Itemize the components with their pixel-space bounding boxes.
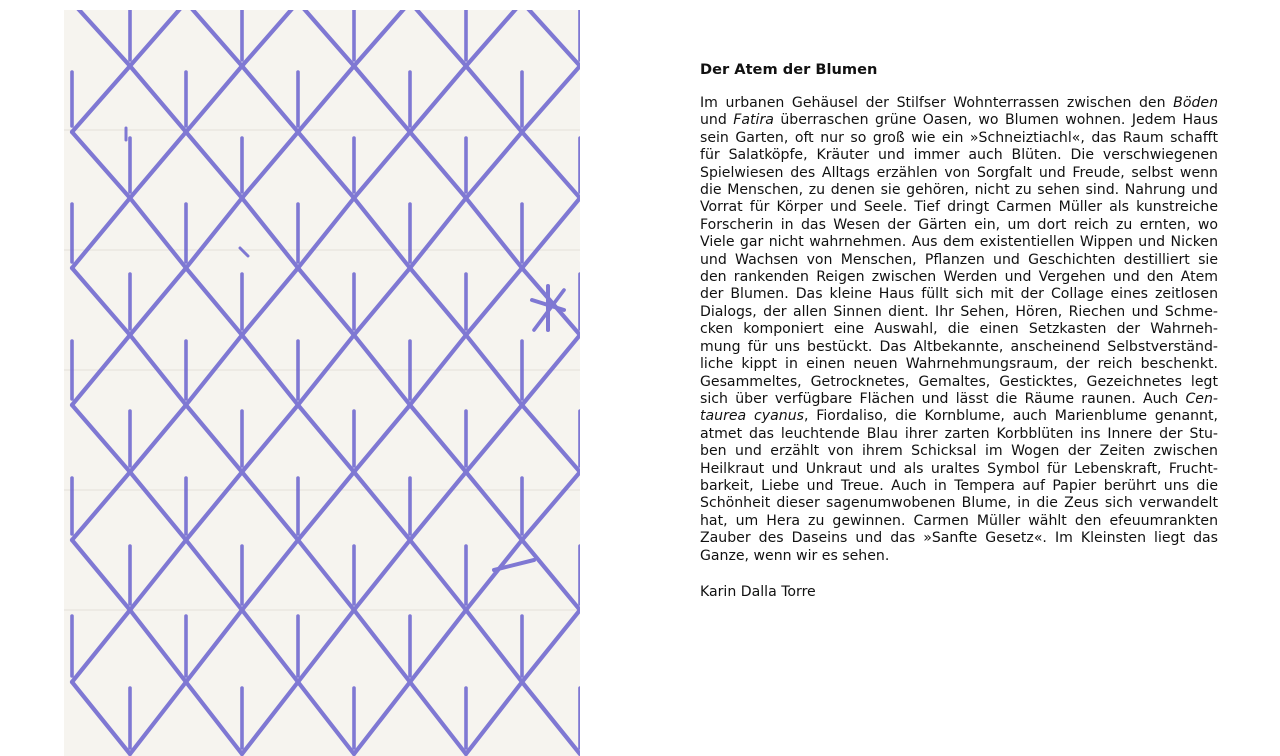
article xyxy=(700,61,1218,601)
text-run: Schönheit dieser sagenumwobenen Blume, in die Zeus sich verwandelt xyxy=(700,495,1218,512)
brush-stroke xyxy=(466,682,522,754)
body-line xyxy=(700,408,1218,425)
body-line xyxy=(700,147,1218,164)
body-line xyxy=(700,130,1218,147)
text-run: Im urbanen Gehäusel der Stilfser Wohnterrassen zwischen den xyxy=(700,95,1174,111)
article-body xyxy=(700,95,1218,565)
body-line xyxy=(700,374,1218,391)
body-line xyxy=(700,252,1218,269)
body-line xyxy=(700,304,1218,321)
brush-stroke xyxy=(130,10,186,66)
brush-stroke xyxy=(186,405,242,472)
brush-stroke xyxy=(410,268,466,335)
brush-stroke xyxy=(410,10,466,66)
brush-stroke xyxy=(522,10,580,66)
brush-stroke xyxy=(186,268,242,335)
brush-stroke xyxy=(72,268,130,335)
body-line xyxy=(700,356,1218,373)
brush-stroke xyxy=(354,682,410,754)
brush-stroke xyxy=(466,405,522,472)
text-run: und xyxy=(700,112,734,129)
body-line xyxy=(700,548,1218,565)
brush-stroke xyxy=(410,472,466,540)
brush-stroke xyxy=(466,268,522,335)
brush-stroke xyxy=(242,10,298,66)
brush-stroke xyxy=(186,472,242,540)
brush-stroke xyxy=(186,66,242,132)
text-run: Vorrat für Körper und Seele. Tief dringt Carmen Müller als kunstreiche xyxy=(700,199,1218,216)
artwork-painting xyxy=(64,10,580,756)
article-title: Der Atem der Blumen xyxy=(700,61,878,78)
body-line xyxy=(700,199,1218,216)
article-author: Karin Dalla Torre xyxy=(700,583,816,600)
brush-stroke xyxy=(354,610,410,682)
text-run: für Salatköpfe, Kräuter und immer auch Blüten. Die verschwiegenen xyxy=(700,147,1218,164)
brush-stroke xyxy=(410,198,466,268)
brush-stroke xyxy=(130,540,186,610)
brush-stroke xyxy=(298,405,354,472)
brush-stroke xyxy=(466,610,522,682)
brush-stroke xyxy=(186,132,242,198)
body-line xyxy=(700,391,1218,408)
brush-stroke xyxy=(522,405,580,472)
brush-stroke xyxy=(410,540,466,610)
brush-stroke xyxy=(186,198,242,268)
text-run: und Wachsen von Menschen, Pflanzen und Geschichten destilliert sie xyxy=(700,251,1218,268)
body-line xyxy=(700,165,1218,182)
brush-stroke xyxy=(522,132,580,198)
italic-term: Cen- xyxy=(1185,390,1218,407)
brush-stroke xyxy=(522,540,580,610)
brush-stroke xyxy=(354,66,410,132)
body-line xyxy=(700,269,1218,286)
brush-stroke xyxy=(130,405,186,472)
body-line xyxy=(700,182,1218,199)
text-run: Viele gar nicht wahrnehmen. Aus dem existentiellen Wippen und Nicken xyxy=(700,234,1218,251)
brush-stroke xyxy=(72,610,130,682)
brush-stroke xyxy=(130,198,186,268)
body-line xyxy=(700,95,1218,112)
brush-stroke xyxy=(72,682,130,754)
text-run: cken komponiert eine Auswahl, die einen Setzkasten der Wahrneh- xyxy=(700,321,1218,338)
text-run: , Fiordaliso, die Kornblume, auch Marienblume genannt, xyxy=(803,408,1218,425)
brush-stroke xyxy=(186,682,242,754)
brush-stroke xyxy=(354,268,410,335)
brush-stroke xyxy=(298,132,354,198)
brush-stroke xyxy=(354,198,410,268)
brush-stroke xyxy=(242,132,298,198)
brush-stroke xyxy=(522,682,580,754)
brush-stroke xyxy=(522,472,580,540)
brush-stroke xyxy=(354,472,410,540)
brush-stroke xyxy=(298,268,354,335)
brush-stroke xyxy=(298,610,354,682)
body-line xyxy=(700,495,1218,512)
brush-stroke xyxy=(522,198,580,268)
text-run: Dialogs, der allen Sinnen dient. Ihr Sehen, Hören, Riechen und Schme- xyxy=(700,303,1218,320)
text-run: Spielwiesen des Alltags erzählen von Sorgfalt und Freude, selbst wenn xyxy=(700,164,1218,181)
brush-stroke xyxy=(72,540,130,610)
body-line xyxy=(700,286,1218,303)
brush-stroke xyxy=(466,540,522,610)
brush-stroke xyxy=(130,610,186,682)
brush-stroke xyxy=(130,472,186,540)
text-run: Ganze, wenn wir es sehen. xyxy=(700,547,890,564)
brush-stroke xyxy=(242,472,298,540)
brush-stroke xyxy=(298,198,354,268)
brush-stroke xyxy=(242,268,298,335)
brush-stroke xyxy=(130,66,186,132)
text-run: sein Garten, oft nur so groß wie ein »Schneiztiachl«, das Raum schafft xyxy=(700,129,1218,146)
text-run: atmet das leuchtende Blau ihrer zarten Korbblüten ins Innere der Stu- xyxy=(700,425,1218,442)
brush-stroke xyxy=(466,132,522,198)
brush-stroke xyxy=(72,472,130,540)
brush-stroke xyxy=(186,10,242,66)
brush-stroke xyxy=(72,10,130,66)
brush-stroke xyxy=(72,198,130,268)
body-line xyxy=(700,478,1218,495)
brush-stroke xyxy=(242,682,298,754)
brush-stroke xyxy=(410,66,466,132)
paper-seams xyxy=(64,130,580,610)
text-run: hat, um Hera zu gewinnen. Carmen Müller wählt den efeuumrankten xyxy=(700,512,1218,529)
brush-stroke xyxy=(242,610,298,682)
text-run: den rankenden Reigen zwischen Werden und Vergehen und den Atem xyxy=(700,269,1218,286)
text-run: die Menschen, zu denen sie gehören, nicht zu sehen sind. Nahrung und xyxy=(700,182,1218,199)
brush-stroke xyxy=(242,405,298,472)
brush-stroke xyxy=(298,10,354,66)
text-run: Zauber des Daseins und das »Sanfte Gesetz«. Im Kleinsten liegt das xyxy=(700,530,1218,547)
italic-term: Fatira xyxy=(733,112,774,129)
brush-stroke xyxy=(186,610,242,682)
text-run: barkeit, Liebe und Treue. Auch in Tempera auf Papier berührt uns die xyxy=(700,477,1218,494)
brush-stroke xyxy=(242,540,298,610)
brush-stroke xyxy=(522,610,580,682)
text-run: Gesammeltes, Getrocknetes, Gemaltes, Gesticktes, Gezeichnetes legt xyxy=(700,373,1218,390)
brush-stroke xyxy=(242,198,298,268)
text-run: der Blumen. Das kleine Haus füllt sich mit der Collage eines zeitlosen xyxy=(700,286,1218,303)
italic-term: taurea cyanus xyxy=(700,408,804,425)
brush-stroke xyxy=(72,66,130,132)
brush-stroke xyxy=(354,405,410,472)
text-run: mung für uns bestückt. Das Altbekannte, anscheinend Selbstverständ- xyxy=(700,338,1218,355)
brush-stroke xyxy=(410,610,466,682)
text-run: überraschen grüne Oasen, wo Blumen wohnen. Jedem Haus xyxy=(773,112,1218,129)
brush-stroke xyxy=(242,66,298,132)
body-line xyxy=(700,234,1218,251)
text-run: sich über verfügbare Flächen und lässt die Räume raunen. Auch xyxy=(700,390,1186,407)
brush-stroke xyxy=(466,10,522,66)
brush-stroke xyxy=(410,682,466,754)
brush-stroke xyxy=(72,405,130,472)
brush-stroke xyxy=(130,132,186,198)
brush-stroke xyxy=(298,540,354,610)
brush-strokes xyxy=(72,10,580,754)
body-line xyxy=(700,339,1218,356)
brush-stroke xyxy=(354,132,410,198)
body-line xyxy=(700,513,1218,530)
brush-stroke xyxy=(130,682,186,754)
body-line xyxy=(700,217,1218,234)
brush-stroke xyxy=(130,268,186,335)
brush-stroke xyxy=(298,682,354,754)
brush-stroke xyxy=(466,66,522,132)
body-line xyxy=(700,530,1218,547)
brush-stroke xyxy=(410,132,466,198)
blue-lattice-flower-painting xyxy=(64,10,580,756)
brush-stroke xyxy=(354,10,410,66)
body-line xyxy=(700,426,1218,443)
text-run: Forscherin in das Wesen der Gärten ein, um dort reich zu ernten, wo xyxy=(700,216,1218,233)
brush-stroke xyxy=(298,472,354,540)
text-run: liche kippt in einen neuen Wahrnehmungsraum, der reich beschenkt. xyxy=(700,356,1218,373)
brush-stroke xyxy=(354,540,410,610)
brush-stroke xyxy=(410,405,466,472)
body-line xyxy=(700,321,1218,338)
text-run: Heilkraut und Unkraut und als uraltes Symbol für Lebenskraft, Frucht- xyxy=(700,460,1218,477)
brush-stroke xyxy=(466,198,522,268)
body-line xyxy=(700,112,1218,129)
brush-stroke xyxy=(298,66,354,132)
text-run: ben und erzählt von ihrem Schicksal im Wogen der Zeiten zwischen xyxy=(700,443,1218,460)
brush-stroke xyxy=(466,472,522,540)
brush-stroke xyxy=(240,248,248,256)
brush-stroke xyxy=(186,540,242,610)
italic-term: Böden xyxy=(1173,95,1218,111)
brush-stroke xyxy=(522,66,580,132)
body-line xyxy=(700,443,1218,460)
body-line xyxy=(700,461,1218,478)
brush-stroke xyxy=(72,132,130,198)
